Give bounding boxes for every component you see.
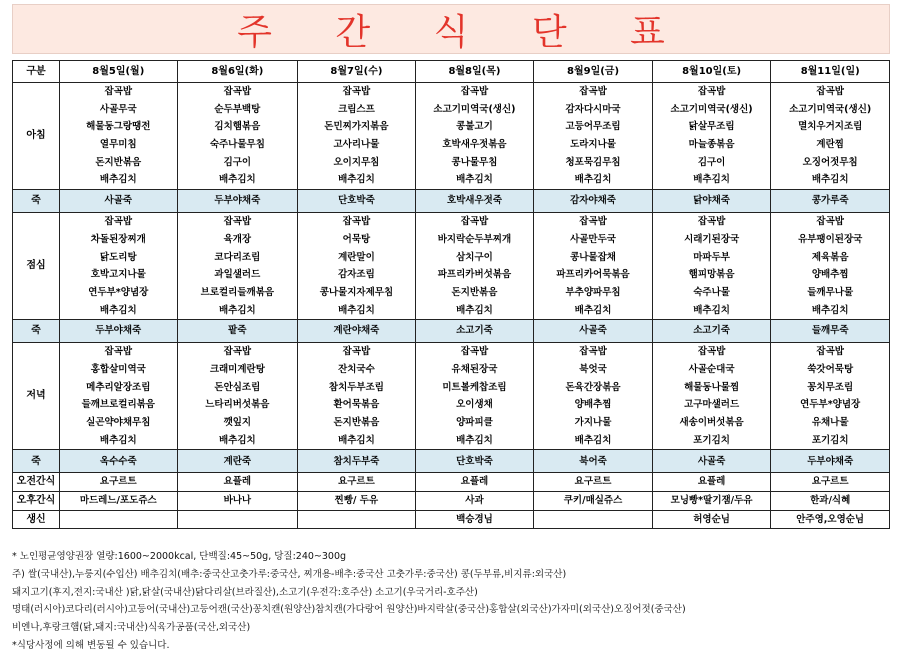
menu-item: [177, 510, 298, 529]
meal-cell: [177, 343, 298, 450]
menu-item: 옥수수죽: [60, 450, 178, 473]
menu-item: 배추김치: [218, 174, 256, 186]
header-row: [13, 61, 890, 83]
menu-item: 양파피클: [456, 417, 493, 428]
menu-item: 돈육간장볶음: [565, 381, 621, 393]
menu-item: 마드레느/포도쥬스: [60, 492, 178, 511]
row-label: 죽: [13, 450, 60, 473]
menu-item: 호박새우젓죽: [415, 190, 534, 213]
menu-item: 연두부*양념장: [88, 286, 149, 298]
menu-item: 돈지반볶음: [451, 286, 498, 298]
menu-item: 오이생채: [456, 399, 493, 411]
menu-item: 제육볶음: [811, 251, 849, 263]
header-day: 8월8일(목): [415, 61, 534, 83]
menu-item: 닭도리탕: [99, 251, 137, 263]
note-line: 명태(러시아)코다리(러시아)고등어(국내산)고등어캔(국산)꽁치캔(원양산)참치캔(가다랑어 원양산)바지락살(중국산)홍합살(외국산)가자미(외국산)오징어젓(중국산): [12, 604, 686, 616]
meal-cell: [177, 213, 298, 320]
menu-item: 잡곡밥: [460, 216, 489, 228]
header-day: 8월6일(화): [177, 61, 298, 83]
footnotes: [12, 548, 892, 649]
menu-item: 들깨브로컬리볶음: [81, 399, 155, 411]
page-title: 주 간 식 단 표: [237, 11, 691, 53]
menu-item: 단호박죽: [415, 450, 534, 473]
menu-item: 배추김치: [693, 304, 730, 316]
menu-item: 잡곡밥: [342, 216, 371, 228]
menu-item: 실곤약야채무침: [86, 417, 151, 428]
menu-item: 두부야채죽: [60, 320, 178, 343]
menu-item: 연두부*양념장: [800, 399, 861, 411]
menu-item: 김치햄볶음: [214, 121, 261, 133]
menu-item: 안주영,오영순님: [771, 510, 890, 529]
menu-item: 시래기된장국: [684, 233, 740, 245]
menu-item: 고등어무조림: [565, 121, 621, 133]
menu-item: 쿠키/매실쥬스: [534, 492, 653, 511]
meal-cell: [771, 343, 890, 450]
row-label: 오후간식: [13, 492, 60, 511]
breakfast-row: [13, 83, 890, 190]
meal-cell: [652, 343, 771, 450]
menu-item: 백승경님: [415, 510, 534, 529]
menu-item: 잡곡밥: [816, 86, 844, 97]
menu-item: 잡곡밥: [104, 346, 133, 358]
menu-item: 한과/식혜: [771, 492, 890, 511]
menu-item: 유부팽이된장국: [798, 233, 863, 245]
menu-item: 배추김치: [456, 174, 493, 186]
meal-cell: [60, 343, 178, 450]
menu-item: 잡곡밥: [816, 216, 844, 228]
menu-item: 포기김치: [693, 434, 730, 446]
menu-item: 돈지반볶음: [95, 156, 142, 168]
menu-item: 북엇국: [579, 363, 607, 375]
porridge1-row: [13, 190, 890, 213]
menu-item: 잡곡밥: [816, 346, 844, 358]
header-day: 8월9일(금): [534, 61, 653, 83]
header-day: 8월11일(일): [771, 61, 890, 83]
menu-item: 배추김치: [99, 174, 137, 186]
menu-item: 계란말이: [338, 251, 375, 263]
menu-item: 해물동그랑땡전: [86, 121, 151, 133]
header-day: 8월5일(월): [60, 61, 178, 83]
am_snack-row: [13, 473, 890, 492]
menu-item: 느타리버섯볶음: [205, 399, 270, 411]
menu-item: 콩불고기: [456, 121, 493, 133]
row-label: 오전간식: [13, 473, 60, 492]
menu-item: 사골순대국: [688, 363, 735, 375]
header-day: 8월7일(수): [298, 61, 416, 83]
menu-item: 들깨무나물: [807, 286, 854, 298]
menu-item: 콩가루죽: [771, 190, 890, 213]
menu-item: 배추김치: [338, 174, 375, 186]
meal-cell: [534, 83, 653, 190]
menu-item: 유채된장국: [451, 363, 498, 375]
menu-item: 배추김치: [338, 434, 375, 446]
menu-item: 양배추찜: [811, 269, 849, 281]
menu-item: 환어묵볶음: [333, 399, 380, 411]
note-line: *식당사정에 의해 변동될 수 있습니다.: [12, 639, 170, 649]
meal-cell: [771, 213, 890, 320]
menu-item: 돈안심조림: [214, 381, 261, 393]
row-label: 저녁: [13, 343, 60, 450]
menu-item: 잡곡밥: [579, 216, 607, 228]
meal-cell: [534, 213, 653, 320]
menu-item: 사골죽: [534, 320, 653, 343]
menu-item: 잡곡밥: [579, 86, 607, 97]
menu-item: 모닝빵*딸기잼/두유: [652, 492, 771, 511]
menu-item: 잡곡밥: [460, 346, 489, 358]
menu-item: [60, 510, 178, 529]
row-label: 아침: [13, 83, 60, 190]
menu-item: 허영순님: [652, 510, 771, 529]
menu-item: 잡곡밥: [697, 86, 726, 97]
meal-cell: [60, 213, 178, 320]
header-category: 구분: [13, 61, 60, 83]
menu-item: 유채나물: [811, 417, 849, 428]
menu-item: 소고기죽: [652, 320, 771, 343]
menu-item: 소고기미역국(생신): [670, 103, 753, 115]
menu-item: 계란죽: [177, 450, 298, 473]
menu-item: 숙주나물무침: [209, 139, 265, 151]
menu-item: 배추김치: [811, 304, 849, 316]
menu-item: 요플레: [177, 473, 298, 492]
menu-item: 해물동나물찜: [684, 381, 740, 393]
menu-item: 메추리알장조림: [86, 381, 151, 393]
menu-item: 닭살무조림: [688, 121, 735, 133]
row-label: 점심: [13, 213, 60, 320]
meal-cell: [298, 83, 416, 190]
menu-item: 도라지나물: [570, 139, 616, 151]
menu-item: 잡곡밥: [223, 216, 252, 228]
menu-item: 콩나물지자제무침: [319, 286, 394, 298]
menu-item: 과일샐러드: [214, 269, 261, 281]
weekly-menu-table: [12, 60, 890, 529]
menu-item: 요구르트: [298, 473, 416, 492]
menu-item: 배추김치: [99, 434, 137, 446]
row-label: 죽: [13, 190, 60, 213]
menu-item: 감자야채죽: [534, 190, 653, 213]
menu-item: 배추김치: [693, 174, 730, 186]
menu-item: 콩나물잡채: [570, 251, 616, 263]
menu-item: 배추김치: [218, 304, 256, 316]
menu-item: 미트볼케찹조림: [442, 381, 507, 393]
menu-item: 잡곡밥: [579, 346, 607, 358]
menu-item: 오이지무침: [333, 156, 380, 168]
row-label: 죽: [13, 320, 60, 343]
porridge3-row: [13, 450, 890, 473]
menu-item: 요구르트: [771, 473, 890, 492]
menu-item: 순두부백탕: [214, 103, 261, 115]
menu-item: 사골죽: [652, 450, 771, 473]
menu-item: 두부야채죽: [177, 190, 298, 213]
menu-item: 배추김치: [218, 434, 256, 446]
menu-item: 잡곡밥: [697, 216, 726, 228]
menu-item: 참치두부죽: [298, 450, 416, 473]
menu-item: 브로컬리들깨볶음: [200, 286, 275, 298]
menu-item: 단호박죽: [298, 190, 416, 213]
menu-item: 마늘종볶음: [688, 139, 735, 151]
title-banner: [12, 4, 890, 54]
menu-item: 잡곡밥: [104, 86, 133, 97]
meal-cell: [415, 83, 534, 190]
meal-cell: [771, 83, 890, 190]
menu-item: 파프리카버섯볶음: [437, 269, 512, 281]
menu-item: 꽁치무조림: [807, 381, 854, 393]
menu-item: 호박고지나물: [90, 269, 146, 281]
menu-item: 잡곡밥: [342, 346, 371, 358]
meal-cell: [298, 213, 416, 320]
menu-item: 배추김치: [574, 304, 612, 316]
menu-item: 바지락순두부찌개: [437, 233, 512, 245]
menu-item: 배추김치: [811, 174, 849, 186]
menu-item: 마파두부: [693, 251, 730, 263]
menu-item: 청포묵김무침: [565, 156, 621, 168]
menu-item: 잡곡밥: [223, 86, 252, 97]
menu-item: 멸치우거지조림: [798, 121, 863, 133]
meal-cell: [534, 343, 653, 450]
menu-item: 참치두부조림: [328, 381, 384, 393]
menu-item: 잡곡밥: [223, 346, 252, 358]
menu-item: 소고기미역국(생신): [789, 103, 872, 115]
menu-item: 햄피망볶음: [688, 269, 735, 281]
menu-item: 고사리나물: [333, 139, 380, 151]
menu-item: 배추김치: [574, 174, 612, 186]
menu-item: 배추김치: [99, 304, 137, 316]
menu-item: 배추김치: [456, 434, 493, 446]
menu-item: 잡곡밥: [697, 346, 726, 358]
meal-cell: [415, 213, 534, 320]
menu-item: 크림스프: [338, 103, 375, 115]
menu-item: 새송이버섯볶음: [679, 417, 744, 428]
menu-item: 육개장: [223, 233, 252, 245]
menu-item: 계란찜: [816, 139, 844, 151]
menu-item: 사골죽: [60, 190, 178, 213]
menu-item: 계란야채죽: [298, 320, 416, 343]
menu-item: 콩나물무침: [451, 156, 498, 168]
menu-item: 배추김치: [456, 304, 493, 316]
menu-item: 북어죽: [534, 450, 653, 473]
porridge2-row: [13, 320, 890, 343]
note-line: 주) 쌀(국내산),누룽지(수입산) 배추김치(배추:중국산고춧가루:중국산, 찌개용-배추:중국산 고춧가루:중국산) 콩(두부류,비지류:외국산): [12, 568, 567, 580]
meal-cell: [652, 213, 771, 320]
menu-item: 소고기미역국(생신): [433, 103, 516, 115]
pm_snack-row: [13, 492, 890, 511]
menu-item: 잔치국수: [338, 363, 375, 375]
note-line: * 노인평균영양권장 열량:1600~2000kcal, 단백질:45~50g, 당질:240~300g: [12, 551, 347, 562]
menu-item: 들깨무죽: [771, 320, 890, 343]
note-line: 돼지고기(후지,전지:국내산 )닭,닭살(국내산)닭다리살(브라질산),소고기(우전각:호주산) 소고기(우국거리-호주산): [12, 586, 478, 598]
menu-item: 감자조림: [338, 269, 375, 281]
menu-item: 돈민찌가지볶음: [324, 121, 389, 133]
menu-item: 김구이: [223, 156, 252, 168]
menu-item: 잡곡밥: [104, 216, 133, 228]
menu-item: 깻잎지: [223, 417, 252, 428]
menu-item: 쑥갓어묵탕: [807, 363, 854, 375]
menu-item: 크래미계란탕: [209, 363, 265, 375]
menu-item: 요플레: [652, 473, 771, 492]
menu-item: 돈지반볶음: [333, 417, 380, 428]
row-label: 생신: [13, 510, 60, 529]
menu-item: 파프리카어묵볶음: [556, 269, 630, 281]
menu-item: 요구르트: [60, 473, 178, 492]
menu-item: 삼치구이: [456, 251, 493, 263]
menu-item: [534, 510, 653, 529]
menu-item: 감자다시마국: [565, 103, 621, 115]
menu-item: [298, 510, 416, 529]
note-line: 비엔나,후랑크햄(닭,돼지:국내산)식육가공품(국산,외국산): [12, 622, 251, 634]
menu-item: 포기김치: [811, 434, 849, 446]
menu-item: 닭야채죽: [652, 190, 771, 213]
menu-item: 부추양파무침: [565, 286, 621, 298]
menu-item: 차돌된장찌개: [90, 233, 146, 245]
meal-cell: [652, 83, 771, 190]
menu-item: 소고기죽: [415, 320, 534, 343]
header-day: 8월10일(토): [652, 61, 771, 83]
menu-item: 배추김치: [338, 304, 375, 316]
menu-item: 가지나물: [574, 417, 612, 428]
menu-item: 열무미침: [99, 139, 137, 151]
menu-item: 호박새우젓볶음: [442, 139, 507, 151]
menu-item: 찐빵/ 두유: [298, 492, 416, 511]
menu-item: 팥죽: [177, 320, 298, 343]
dinner-row: [13, 343, 890, 450]
meal-cell: [60, 83, 178, 190]
menu-item: 요구르트: [534, 473, 653, 492]
menu-item: 요플레: [415, 473, 534, 492]
menu-item: 사골무국: [99, 103, 137, 115]
meal-cell: [177, 83, 298, 190]
menu-item: 코다리조림: [214, 251, 261, 263]
menu-item: 홍합살미역국: [90, 363, 146, 375]
meal-cell: [415, 343, 534, 450]
menu-item: 사골만두국: [570, 233, 616, 245]
menu-item: 배추김치: [574, 434, 612, 446]
lunch-row: [13, 213, 890, 320]
menu-item: 잡곡밥: [342, 86, 371, 97]
menu-item: 양배추찜: [574, 399, 612, 411]
birthday-row: [13, 510, 890, 529]
menu-item: 두부야채죽: [771, 450, 890, 473]
menu-item: 바나나: [177, 492, 298, 511]
menu-item: 오징어젓무침: [802, 156, 858, 168]
menu-item: 고구마샐러드: [684, 399, 740, 411]
menu-item: 숙주나물: [693, 286, 730, 298]
menu-item: 어묵탕: [342, 233, 371, 245]
menu-item: 김구이: [697, 156, 726, 168]
menu-item: 잡곡밥: [460, 86, 489, 97]
menu-item: 사과: [415, 492, 534, 511]
meal-cell: [298, 343, 416, 450]
